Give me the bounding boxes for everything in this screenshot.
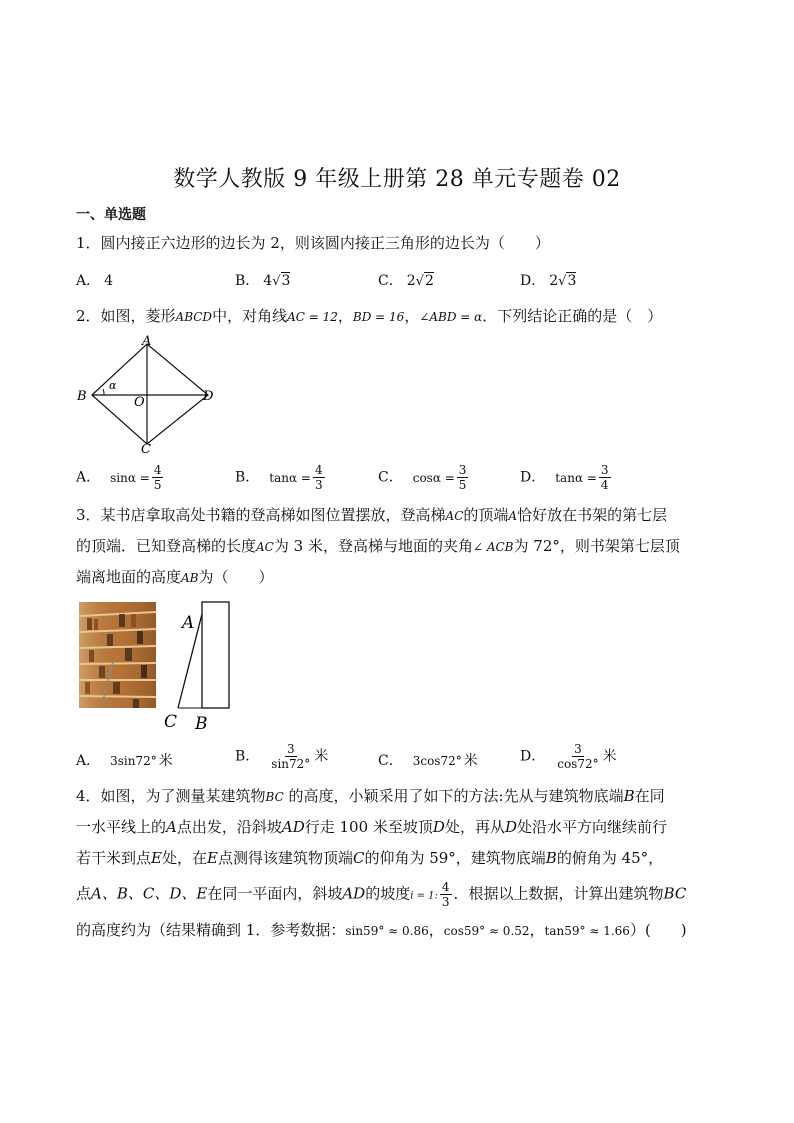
label-c: C [141, 442, 151, 457]
rhombus-figure [72, 332, 222, 457]
q1-option-b: B． 4√3 [235, 273, 291, 289]
q1-option-a: A． 4 [76, 273, 114, 289]
q2-option-d: D． tanα = $\frac{3}{4}$ [520, 463, 609, 492]
label-d: D [203, 389, 214, 404]
page-title: 数学人教版 9 年级上册第 28 单元专题卷 02 [173, 167, 621, 192]
q3-stem-line1: 3．某书店拿取高处书籍的登高梯如图位置摆放，登高梯AC的顶端A恰好放在书架的第七层 [76, 506, 668, 524]
label-o: O [134, 395, 145, 410]
label-a: A [142, 334, 152, 349]
label-b: B [195, 714, 208, 734]
label-b: B [77, 389, 87, 404]
q1-option-c: C． 2√2 [378, 273, 434, 289]
shelf-outline [202, 602, 229, 708]
q3-stem-line3: 端离地面的高度AB为（ ） [76, 568, 274, 586]
q2-stem: 2．如图，菱形ABCD中，对角线AC = 12，BD = 16，∠ABD = α．下列结论正确的是（ ） [76, 307, 663, 325]
q2-option-b: B． tanα = $\frac{4}{3}$ [235, 463, 323, 492]
q1-stem: 1．圆内接正六边形的边长为 2，则该圆内接正三角形的边长为（ ） [76, 234, 550, 252]
q2-option-a: A． sinα = $\frac{4}{5}$ [76, 463, 162, 492]
q3-option-d: D． $\frac{3}{\cos 72^\circ}$ 米 [520, 742, 617, 771]
alpha-arc [103, 389, 104, 395]
q4-stem-line2: 一水平线上的A点出发，沿斜坡AD行走 100 米至坡顶D处，再从D处沿水平方向继续前行 [76, 818, 667, 836]
q3-stem-line2: 的顶端．已知登高梯的长度AC为 3 米，登高梯与地面的夹角∠ ACB为 72°，则书架第七层顶 [76, 537, 680, 555]
q4-stem-line3: 若干米到点E处，在E点测得该建筑物顶端C的仰角为 59°，建筑物底端B的俯角为 45°， [76, 849, 664, 867]
q3-option-b: B． $\frac{3}{\sin 72^\circ}$ 米 [235, 742, 329, 771]
bookshelf-photo [79, 602, 156, 708]
label-c: C [164, 712, 178, 732]
q1-option-d: D． 2√3 [520, 273, 577, 289]
q3-option-a: A． 3sin72° 米 [76, 753, 173, 769]
label-a: A [182, 613, 195, 633]
rhombus-outline [92, 344, 208, 444]
q4-stem-line4: 点A、B、C、D、E在同一平面内，斜坡AD的坡度i = 1: $\frac{4}{3}$ ．根据以上数据，计算出建筑物BC [76, 880, 687, 909]
ladder-figure [160, 598, 236, 734]
label-alpha: α [109, 379, 117, 392]
q4-stem-line1: 4．如图，为了测量某建筑物BC 的高度，小颖采用了如下的方法:先从与建筑物底端B在同 [76, 787, 665, 805]
q3-option-c: C． 3cos72° 米 [378, 753, 478, 769]
section-heading: 一、单选题 [76, 207, 146, 223]
q2-option-c: C． cosα = $\frac{3}{5}$ [378, 463, 467, 492]
q4-stem-line5: 的高度约为（结果精确到 1．参考数据：sin59° ≈ 0.86，cos59° ≈ 0.52，tan59° ≈ 1.66）( ) [76, 921, 687, 939]
